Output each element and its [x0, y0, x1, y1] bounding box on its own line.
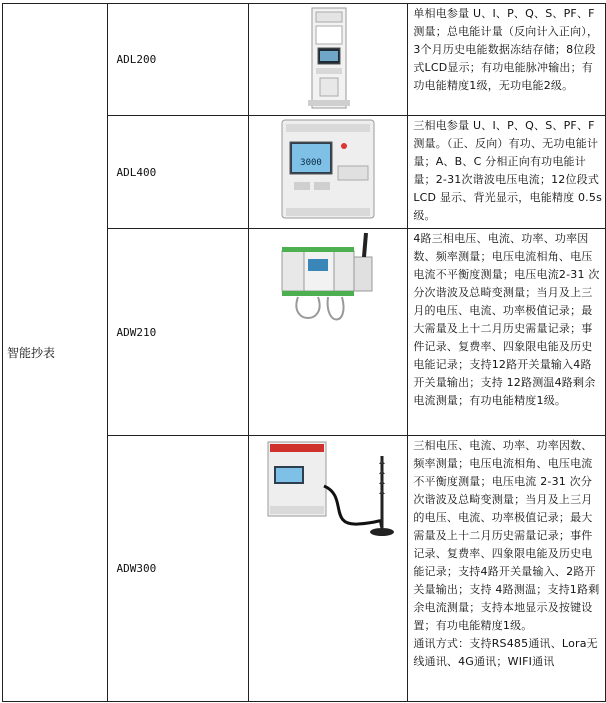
description-cell	[408, 436, 606, 702]
three-phase-meter-image	[278, 116, 378, 222]
description-text: 单相电参量 U、I、P、Q、S、PF、F测量；总电能计量（反向计入正向），3个月历史电能数据冻结存储；8位段式LCD显示；有功电能脉冲输出；有功电能精度1级，无功电能2级。	[413, 7, 599, 92]
description-text: 4路三相电压、电流、功率、功率因数、频率测量；电压电流相角、电压电流不平衡度测量；电压电流2-31 次分次谐波及总畸变测量；当月及上三月的电压、电流、功率极值记录；最大需量及上十二月历史需量记录；事件记录、复费率、四象限电能及历史电能记录；支持12路开关量输入4路开关量输出；支持 12路测温4路剩余电流测量；有功电能精度1级。	[413, 232, 600, 407]
description-cell	[408, 4, 606, 116]
product-spec-table	[2, 3, 606, 702]
table-row	[3, 4, 606, 116]
category-cell: 智能抄表	[3, 4, 108, 702]
adw210-meter-image	[268, 229, 388, 329]
single-phase-meter-image	[298, 4, 358, 112]
description-cell	[408, 116, 606, 229]
description-cell	[408, 229, 606, 436]
product-image-cell	[248, 116, 407, 229]
lcd-reading: 3000	[300, 158, 322, 168]
product-image-cell	[248, 436, 407, 702]
product-image-cell	[248, 4, 407, 116]
model-cell: ADL200	[108, 4, 248, 116]
description-text: 三相电参量 U、I、P、Q、S、PF、F测量。（正、反向）有功、无功电能计量；A、B、C 分相正向有功电能计量；2-31次谐波电压电流；12位段式 LCD 显示、背光显示，电能精度 0.5s 级。	[413, 119, 603, 222]
model-cell: ADL400	[108, 116, 248, 229]
product-image-cell	[248, 229, 407, 436]
model-cell: ADW300	[108, 436, 248, 702]
model-cell: ADW210	[108, 229, 248, 436]
adw300-meter-image	[258, 436, 398, 546]
description-text: 三相电压、电流、功率、功率因数、频率测量；电压电流相角、电压电流不平衡度测量；电压电流 2-31 次分次谐波及总畸变测量；当月及上三月的电压、电流、功率极值记录；最大需量及上十二月历史需量记录；事件记录、复费率、四象限电能及历史电能记录；支持4路开关量输入、2路开关量输出；支持 4路测温；支持1路剩余电流测量；支持本地显示及按键设置；有功电能精度1级。	[413, 439, 600, 632]
communication-text: 通讯方式：支持RS485通讯、Lora无线通讯、4G通讯；WIFI通讯	[413, 637, 598, 668]
